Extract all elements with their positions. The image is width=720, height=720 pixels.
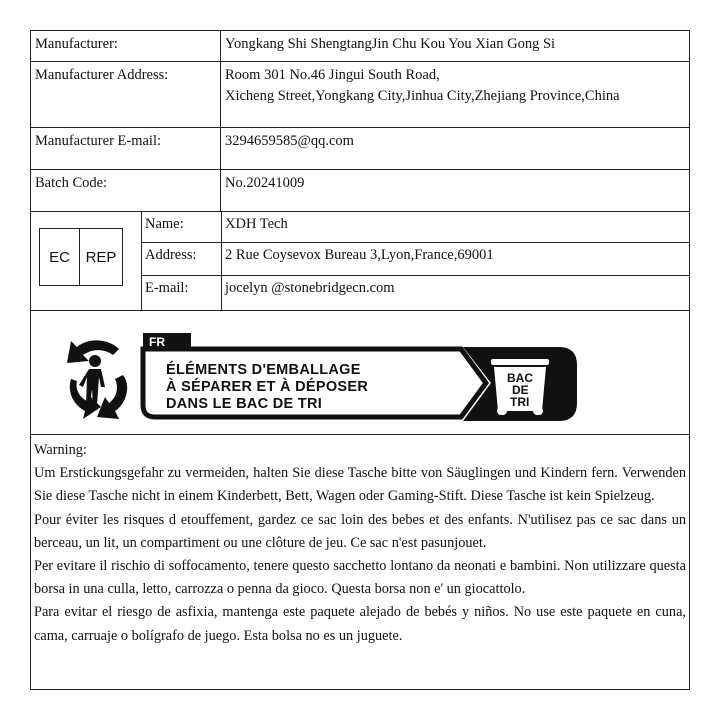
ec-rep-email-label: E-mail: (142, 276, 222, 311)
ec-rep-row (31, 212, 689, 311)
manufacturer-email-row (31, 128, 689, 170)
triman-section (31, 311, 689, 435)
ec-rep-address-value: 2 Rue Coysevox Bureau 3,Lyon,France,69001 (225, 247, 494, 263)
warning-german: Um Erstickungsgefahr zu vermeiden, halten Sie diese Tasche bitte von Säuglingen und Kindern fern. Verwenden Sie diese Tasche nicht in einem Kinderbett, Bett, Wagen oder Gaming-Stift. Diese Tasche ist kein Spielzeug. (34, 465, 686, 505)
ec-rep-name-value: XDH Tech (225, 216, 288, 232)
bin-text-3: TRI (510, 395, 530, 409)
ec-rep-email-value: jocelyn @stonebridgecn.com (225, 280, 395, 296)
ec-rep-name-label: Name: (142, 212, 222, 242)
fr-label: FR (149, 335, 165, 349)
warning-title: Warning: (34, 442, 87, 458)
ec-rep-name-row (142, 212, 689, 243)
address-line-1: Room 301 No.46 Jingui South Road, (225, 67, 440, 83)
triman-line-2: À SÉPARER ET À DÉPOSER (166, 379, 369, 395)
manufacturer-value: Yongkang Shi ShengtangJin Chu Kou You Xian Gong Si (225, 36, 556, 52)
ec-rep-details (141, 212, 689, 310)
product-label-sheet (30, 30, 690, 690)
ec-rep-address-row (142, 243, 689, 276)
manufacturer-label: Manufacturer: (31, 31, 221, 61)
manufacturer-email-value: 3294659585@qq.com (225, 133, 354, 149)
triman-line-1: ÉLÉMENTS D'EMBALLAGE (166, 362, 361, 378)
warning-italian: Per evitare il rischio di soffocamento, tenere questo sacchetto lontano da neonati e bambini. Non utilizzare questa borsa in una culla, letto, carrozza o penna da gioco. Questa borsa non e' un giocattolo. (34, 558, 686, 598)
manufacturer-address-label: Manufacturer Address: (31, 62, 221, 127)
triman-line-3: DANS LE BAC DE TRI (166, 396, 323, 412)
warning-french: Pour éviter les risques d etouffement, gardez ce sac loin des bebes et des enfants. N'utilisez pas ce sac dans un berceau, un lit, un compartiment ou une clôture de jeu. Ce sac n'est pasunjouet. (34, 511, 686, 551)
ec-rep-symbol (39, 228, 123, 286)
warning-spanish: Para evitar el riesgo de asfixia, mantenga este paquete alejado de bebés y niños. No use este paquete en cuna, cama, carruaje o bolígrafo de juego. Esta bolsa no es un juguete. (34, 604, 686, 644)
bin-text-1: BAC (507, 371, 533, 385)
manufacturer-address-value (221, 62, 689, 127)
ec-rep-address-label: Address: (142, 243, 222, 275)
ec-text: EC (40, 229, 80, 285)
manufacturer-row (31, 31, 689, 62)
recycling-bin-icon (491, 359, 549, 415)
address-line-2: Xicheng Street,Yongkang City,Jinhua City,Zhejiang Province,China (225, 88, 620, 104)
triman-icon (67, 340, 127, 419)
manufacturer-address-row (31, 62, 689, 128)
warning-section (31, 435, 689, 648)
rep-text: REP (85, 248, 117, 266)
batch-code-value: No.20241009 (225, 175, 305, 191)
bin-text-2: DE (512, 383, 529, 397)
batch-code-row (31, 170, 689, 212)
manufacturer-email-label: Manufacturer E-mail: (31, 128, 221, 169)
ec-rep-email-row (142, 276, 689, 311)
batch-code-label: Batch Code: (31, 170, 221, 211)
triman-graphic (31, 311, 691, 435)
